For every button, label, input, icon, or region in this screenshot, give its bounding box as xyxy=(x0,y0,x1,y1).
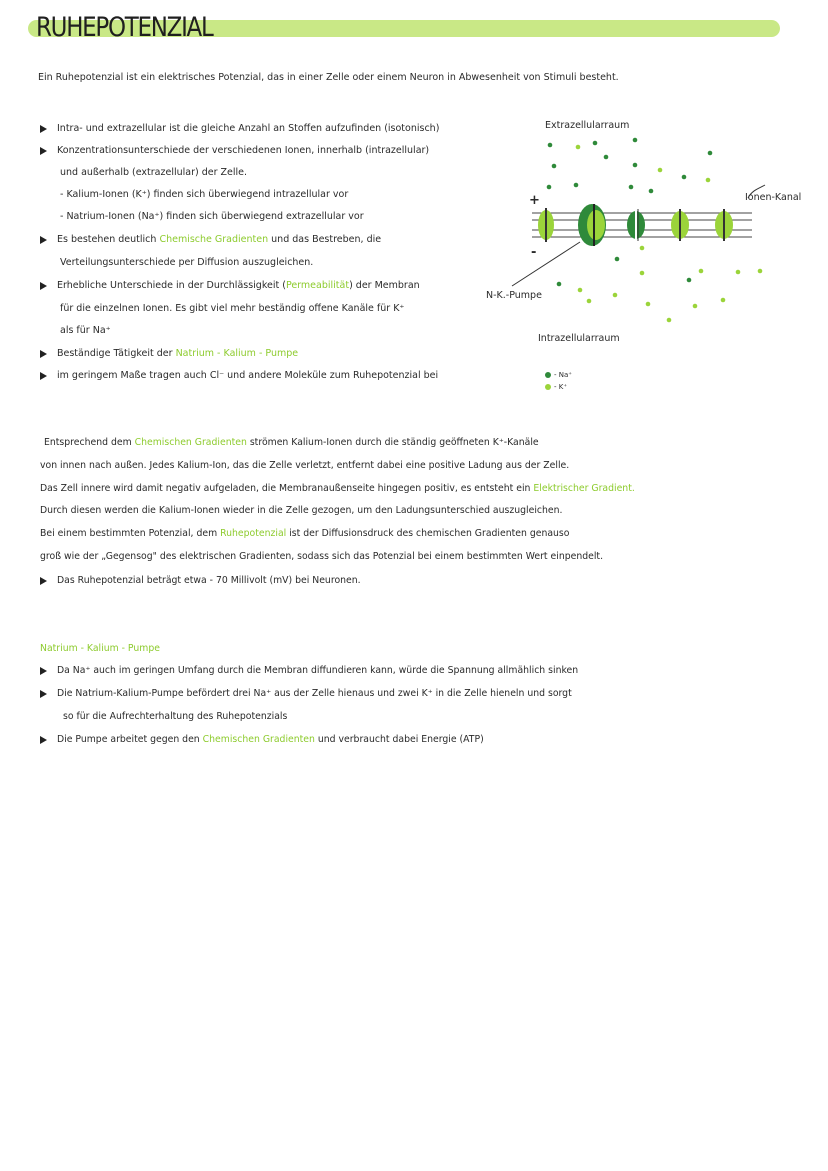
bullet-chemical-gradient: Es bestehen deutlich Chemische Gradienten und das Bestreben, die xyxy=(40,234,381,245)
extracellular-ions xyxy=(547,138,713,194)
bullet-arrow-icon xyxy=(40,736,47,744)
para-line-4: Durch diesen werden die Kalium-Ionen wieder in die Zelle gezogen, um den Ladungsunterschied auszugleichen. xyxy=(40,505,563,516)
bullet-arrow-icon xyxy=(40,125,47,133)
bullet-permeability-cont1: für die einzelnen Ionen. Es gibt viel mehr beständig offene Kanäle für K⁺ xyxy=(60,303,405,314)
ion-channel-label: Ionen-Kanal xyxy=(745,192,802,203)
sub-bullet-kalium: - Kalium-Ionen (K⁺) finden sich überwiegend intrazellular vor xyxy=(60,189,349,200)
bullet-arrow-icon xyxy=(40,372,47,380)
membrane-diagram xyxy=(470,130,800,330)
legend-sodium: - Na⁺ xyxy=(545,371,572,379)
bullet-pump: Beständige Tätigkeit der Natrium - Kalium - Pumpe xyxy=(40,348,298,359)
bullet-isotonic: Intra- und extrazellular ist die gleiche Anzahl an Stoffen aufzufinden (isotonisch) xyxy=(40,123,439,134)
bullet-arrow-icon xyxy=(40,690,47,698)
bullet-chemical-gradient-cont: Verteilungsunterschiede per Diffusion auszugleichen. xyxy=(60,257,314,268)
para-line-1: Entsprechend dem Chemischen Gradienten strömen Kalium-Ionen durch die ständig geöffneten K⁺-Kanäle xyxy=(44,437,539,448)
bullet-arrow-icon xyxy=(40,147,47,155)
intracellular-ions xyxy=(557,246,763,323)
plus-sign: + xyxy=(529,193,540,208)
bullet-arrow-icon xyxy=(40,577,47,585)
pump-bullet-2-cont: so für die Aufrechterhaltung des Ruhepotenzials xyxy=(63,711,288,722)
ion-channel xyxy=(627,209,645,241)
bullet-arrow-icon xyxy=(40,667,47,675)
ion-channel xyxy=(715,209,733,241)
pump-label: N-K.-Pumpe xyxy=(486,290,542,301)
pump-bullet-3: Die Pumpe arbeitet gegen den Chemischen Gradienten und verbraucht dabei Energie (ATP) xyxy=(40,734,484,745)
bullet-arrow-icon xyxy=(40,236,47,244)
para-line-2: von innen nach außen. Jedes Kalium-Ion, das die Zelle verletzt, entfernt dabei eine positive Ladung aus der Zelle. xyxy=(40,460,570,471)
minus-sign: - xyxy=(531,245,537,260)
pump-bullet-1: Da Na⁺ auch im geringen Umfang durch die Membran diffundieren kann, würde die Spannung allmählich sinken xyxy=(40,665,578,676)
ion-channel xyxy=(671,209,689,241)
legend-potassium: - K⁺ xyxy=(545,383,567,391)
bullet-permeability-cont2: als für Na⁺ xyxy=(60,325,111,336)
para-line-3: Das Zell innere wird damit negativ aufgeladen, die Membranaußenseite hingegen positiv, es entsteht ein Elektrischer Gradient. xyxy=(40,483,635,494)
sub-bullet-natrium: - Natrium-Ionen (Na⁺) finden sich überwiegend extrazellular vor xyxy=(60,211,364,222)
page-title: RUHEPOTENZIAL xyxy=(36,12,213,43)
bullet-other-molecules: im geringem Maße tragen auch Cl⁻ und andere Moleküle zum Ruhepotenzial bei xyxy=(40,370,438,381)
intro-text: Ein Ruhepotenzial ist ein elektrisches Potenzial, das in einer Zelle oder einem Neuron in Abwesenheit von Stimuli besteht. xyxy=(38,72,619,83)
sodium-potassium-pump xyxy=(578,204,606,246)
potassium-dot-icon xyxy=(545,384,551,390)
sodium-dot-icon xyxy=(545,372,551,378)
pump-section-heading: Natrium - Kalium - Pumpe xyxy=(40,643,160,654)
bullet-permeability: Erhebliche Unterschiede in der Durchlässigkeit (Permeabilität) der Membran xyxy=(40,280,420,291)
para-line-6: groß wie der „Gegensog" des elektrischen Gradienten, sodass sich das Potenzial bei einem bestimmten Wert einpendelt. xyxy=(40,551,604,562)
bullet-concentration-cont: und außerhalb (extrazellular) der Zelle. xyxy=(60,167,248,178)
bullet-arrow-icon xyxy=(40,282,47,290)
para-line-5: Bei einem bestimmten Potenzial, dem Ruhepotenzial ist der Diffusionsdruck des chemischen Gradienten genauso xyxy=(40,528,570,539)
intracellular-label: Intrazellularraum xyxy=(538,333,620,344)
para-line-7: Das Ruhepotenzial beträgt etwa - 70 Millivolt (mV) bei Neuronen. xyxy=(40,575,361,586)
extracellular-label: Extrazellularraum xyxy=(545,120,630,131)
pump-bullet-2: Die Natrium-Kalium-Pumpe befördert drei Na⁺ aus der Zelle hienaus und zwei K⁺ in die Zelle hieneln und sorgt xyxy=(40,688,572,699)
bullet-arrow-icon xyxy=(40,350,47,358)
bullet-concentration: Konzentrationsunterschiede der verschiedenen Ionen, innerhalb (intrazellular) xyxy=(40,145,429,156)
